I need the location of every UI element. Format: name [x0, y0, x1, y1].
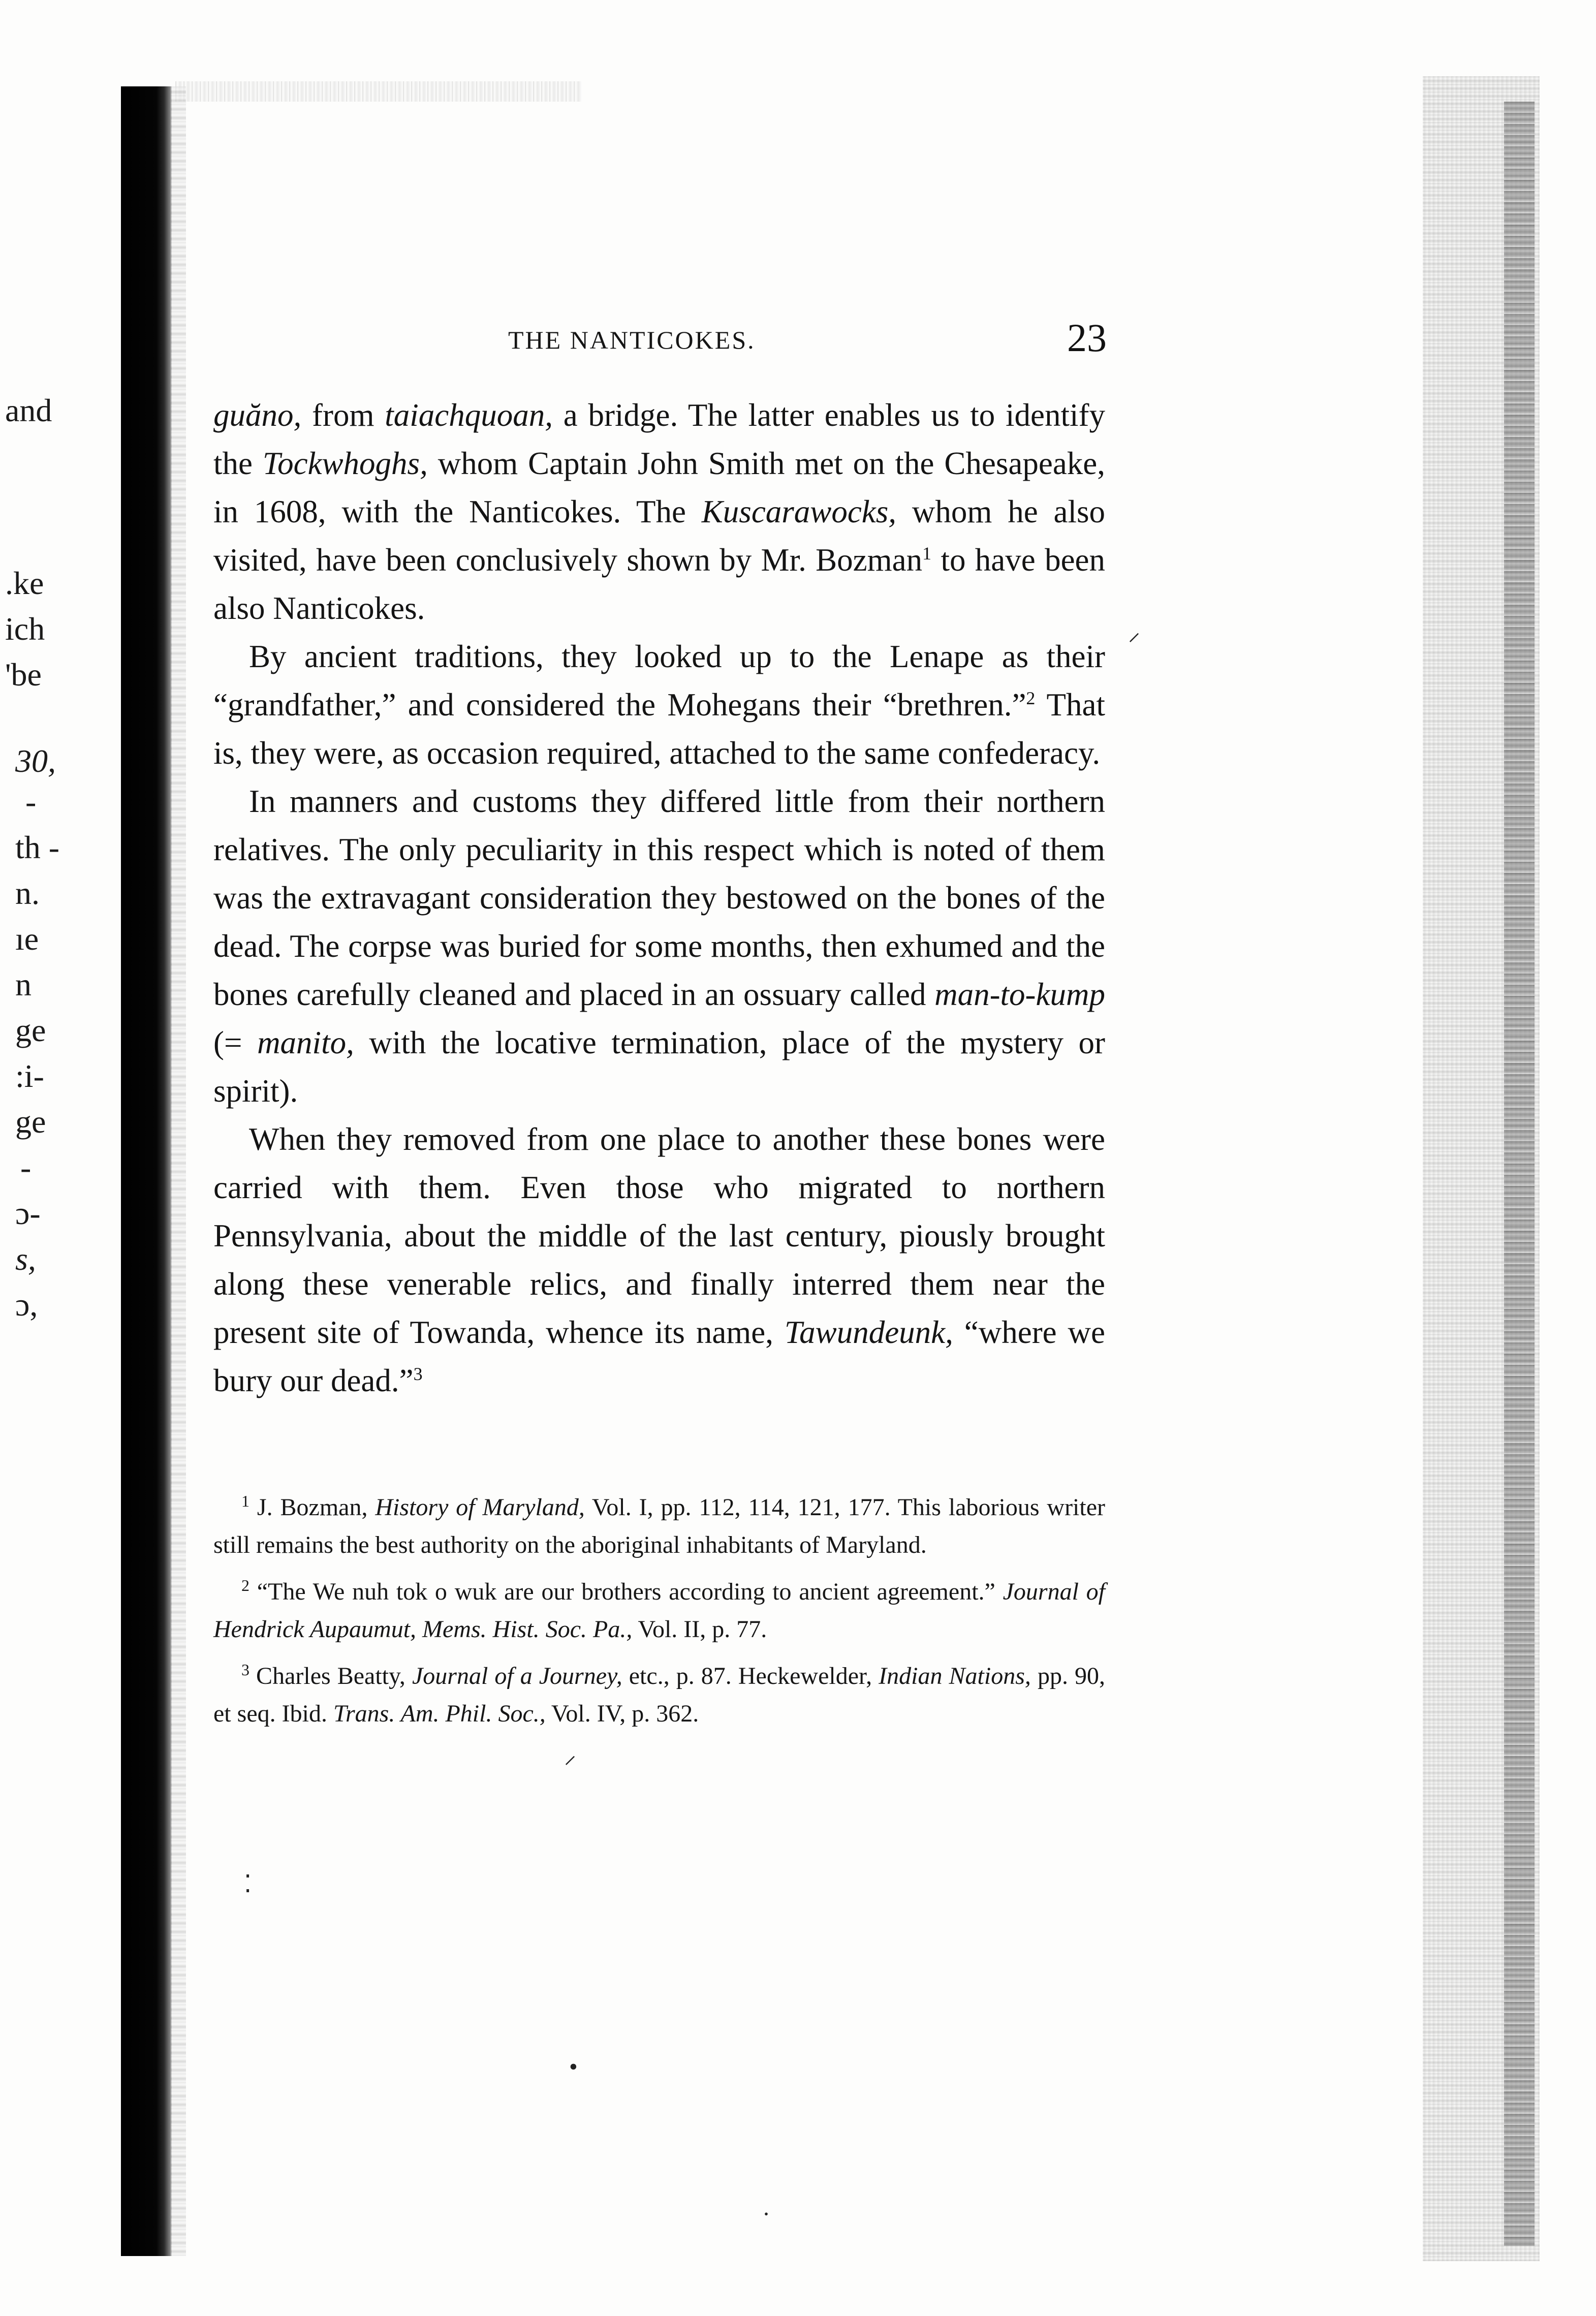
previous-page-fragments	[5, 386, 107, 1504]
text-run: When they removed from one place to another these bones were carried with them. Even those who migrated to northern Pennsylvania, about the middle of the last century, piously brought along these venerable relics, and finally interred them near the present site of Towanda, whence its name,	[213, 1121, 1105, 1350]
text-run: whom Captain John Smith met on the Chesapeake, in 1608, with the Nanticokes. The	[213, 446, 1105, 529]
scan-mark: ·	[762, 2201, 770, 2228]
margin-fragment: :i-	[15, 1058, 44, 1094]
text-italic: man-to-kump	[934, 977, 1105, 1012]
margin-fragment: -	[25, 784, 37, 820]
text-italic: taiachquoan,	[385, 397, 553, 433]
body-text	[213, 391, 1105, 1405]
text-run: Charles Beatty,	[249, 1663, 412, 1689]
footnote-ref-3: 3	[413, 1364, 423, 1384]
text-italic: Journal of a Journey,	[412, 1663, 622, 1689]
margin-fragment: ich	[5, 611, 45, 647]
text-italic: Kuscarawocks,	[701, 494, 897, 529]
text-run: J. Bozman,	[249, 1494, 375, 1521]
footnote-number: 3	[241, 1661, 249, 1679]
text-run: from	[301, 397, 385, 433]
text-run: “where we bury our dead.”	[213, 1315, 1106, 1398]
footnote-number: 1	[241, 1492, 249, 1510]
text-run: “The We nuh tok o wuk are our brothers according to ancient agreement.”	[249, 1578, 1003, 1605]
margin-fragment: 30,	[15, 743, 56, 779]
text-run: a bridge. The latter enables us to identify the	[213, 397, 1106, 481]
footnote-ref-2: 2	[1026, 688, 1036, 708]
text-run: Vol. IV, p. 362.	[545, 1700, 699, 1727]
text-italic: Tockwhoghs,	[262, 446, 428, 481]
text-run: (=	[213, 1025, 258, 1060]
text-run: That is, they were, as occasion required, attached to the same confederacy.	[213, 687, 1105, 771]
margin-fragment: 'be	[5, 656, 42, 693]
paragraph-4	[213, 1115, 1105, 1405]
text-italic: guăno,	[213, 397, 302, 433]
footnote-1	[213, 1489, 1105, 1564]
scan-mark: ⸍	[564, 1752, 577, 1779]
text-run: to have been also Nanticokes.	[213, 542, 1105, 626]
margin-fragment: n	[15, 966, 32, 1003]
scan-mark: •	[569, 2053, 578, 2080]
margin-fragment: ɔ,	[15, 1287, 38, 1323]
text-run: whom he also visited, have been conclusively shown by Mr. Bozman	[213, 494, 1106, 578]
text-run: Vol. II, p. 77.	[632, 1616, 767, 1643]
text-italic: manito,	[257, 1025, 354, 1060]
paragraph-1	[213, 391, 1105, 633]
page-number: 23	[1067, 316, 1107, 360]
text-run: with the locative termination, place of the mystery or spirit).	[213, 1025, 1105, 1109]
text-run: etc., p. 87. Heckewelder,	[622, 1663, 879, 1689]
margin-fragment: ɔ-	[15, 1195, 41, 1231]
paragraph-2	[213, 633, 1105, 777]
paragraph-3	[213, 777, 1105, 1115]
text-run: Vol. I, pp. 112, 114, 121, 177. This laborious writer still remains the best authority on the aboriginal inhabitants of Maryland.	[213, 1494, 1106, 1558]
margin-fragment: and	[5, 392, 52, 428]
scan-speckle-top	[175, 81, 582, 102]
margin-fragment: .ke	[5, 565, 44, 601]
scan-right-edge-dark	[1504, 102, 1535, 2246]
margin-fragment: -	[20, 1149, 32, 1185]
text-italic: Trans. Am. Phil. Soc.,	[333, 1700, 546, 1727]
running-head	[213, 315, 1128, 366]
margin-fragment: th -	[15, 829, 60, 865]
scan-mark: ⁚	[244, 1871, 252, 1898]
margin-fragment: ge	[15, 1012, 46, 1048]
binding-edge-texture	[171, 86, 186, 2256]
text-italic: Journal of Hendrick Aupaumut, Mems. Hist. Soc. Pa.,	[213, 1578, 1106, 1643]
text-italic: Indian Nations,	[879, 1663, 1031, 1689]
margin-fragment: n.	[15, 875, 40, 911]
text-run: In manners and customs they differed little from their northern relatives. The only peculiarity in this respect which is noted of them was the extravagant consideration they bestowed on the bones of the dead. The corpse was buried for some months, then exhumed and the bones carefully cleaned and placed in an ossuary called	[213, 784, 1105, 1012]
margin-fragment: s,	[15, 1241, 36, 1277]
scan-mark: ⸝	[1128, 619, 1141, 646]
footnote-number: 2	[241, 1576, 249, 1594]
text-run: By ancient traditions, they looked up to the Lenape as their “grandfather,” and considered the Mohegans their “brethren.”	[213, 639, 1105, 723]
footnotes	[213, 1489, 1105, 1742]
text-italic: History of Maryland,	[375, 1494, 585, 1521]
text-run: pp. 90, et seq. Ibid.	[213, 1663, 1106, 1727]
text-italic: Tawundeunk,	[784, 1315, 953, 1350]
book-binding-shadow	[121, 86, 172, 2256]
running-head-title: THE NANTICOKES.	[508, 326, 756, 354]
footnote-ref-1: 1	[922, 543, 932, 564]
margin-fragment: ge	[15, 1104, 46, 1140]
margin-fragment: ıe	[15, 921, 39, 957]
footnote-2	[213, 1573, 1105, 1648]
footnote-3	[213, 1657, 1105, 1733]
